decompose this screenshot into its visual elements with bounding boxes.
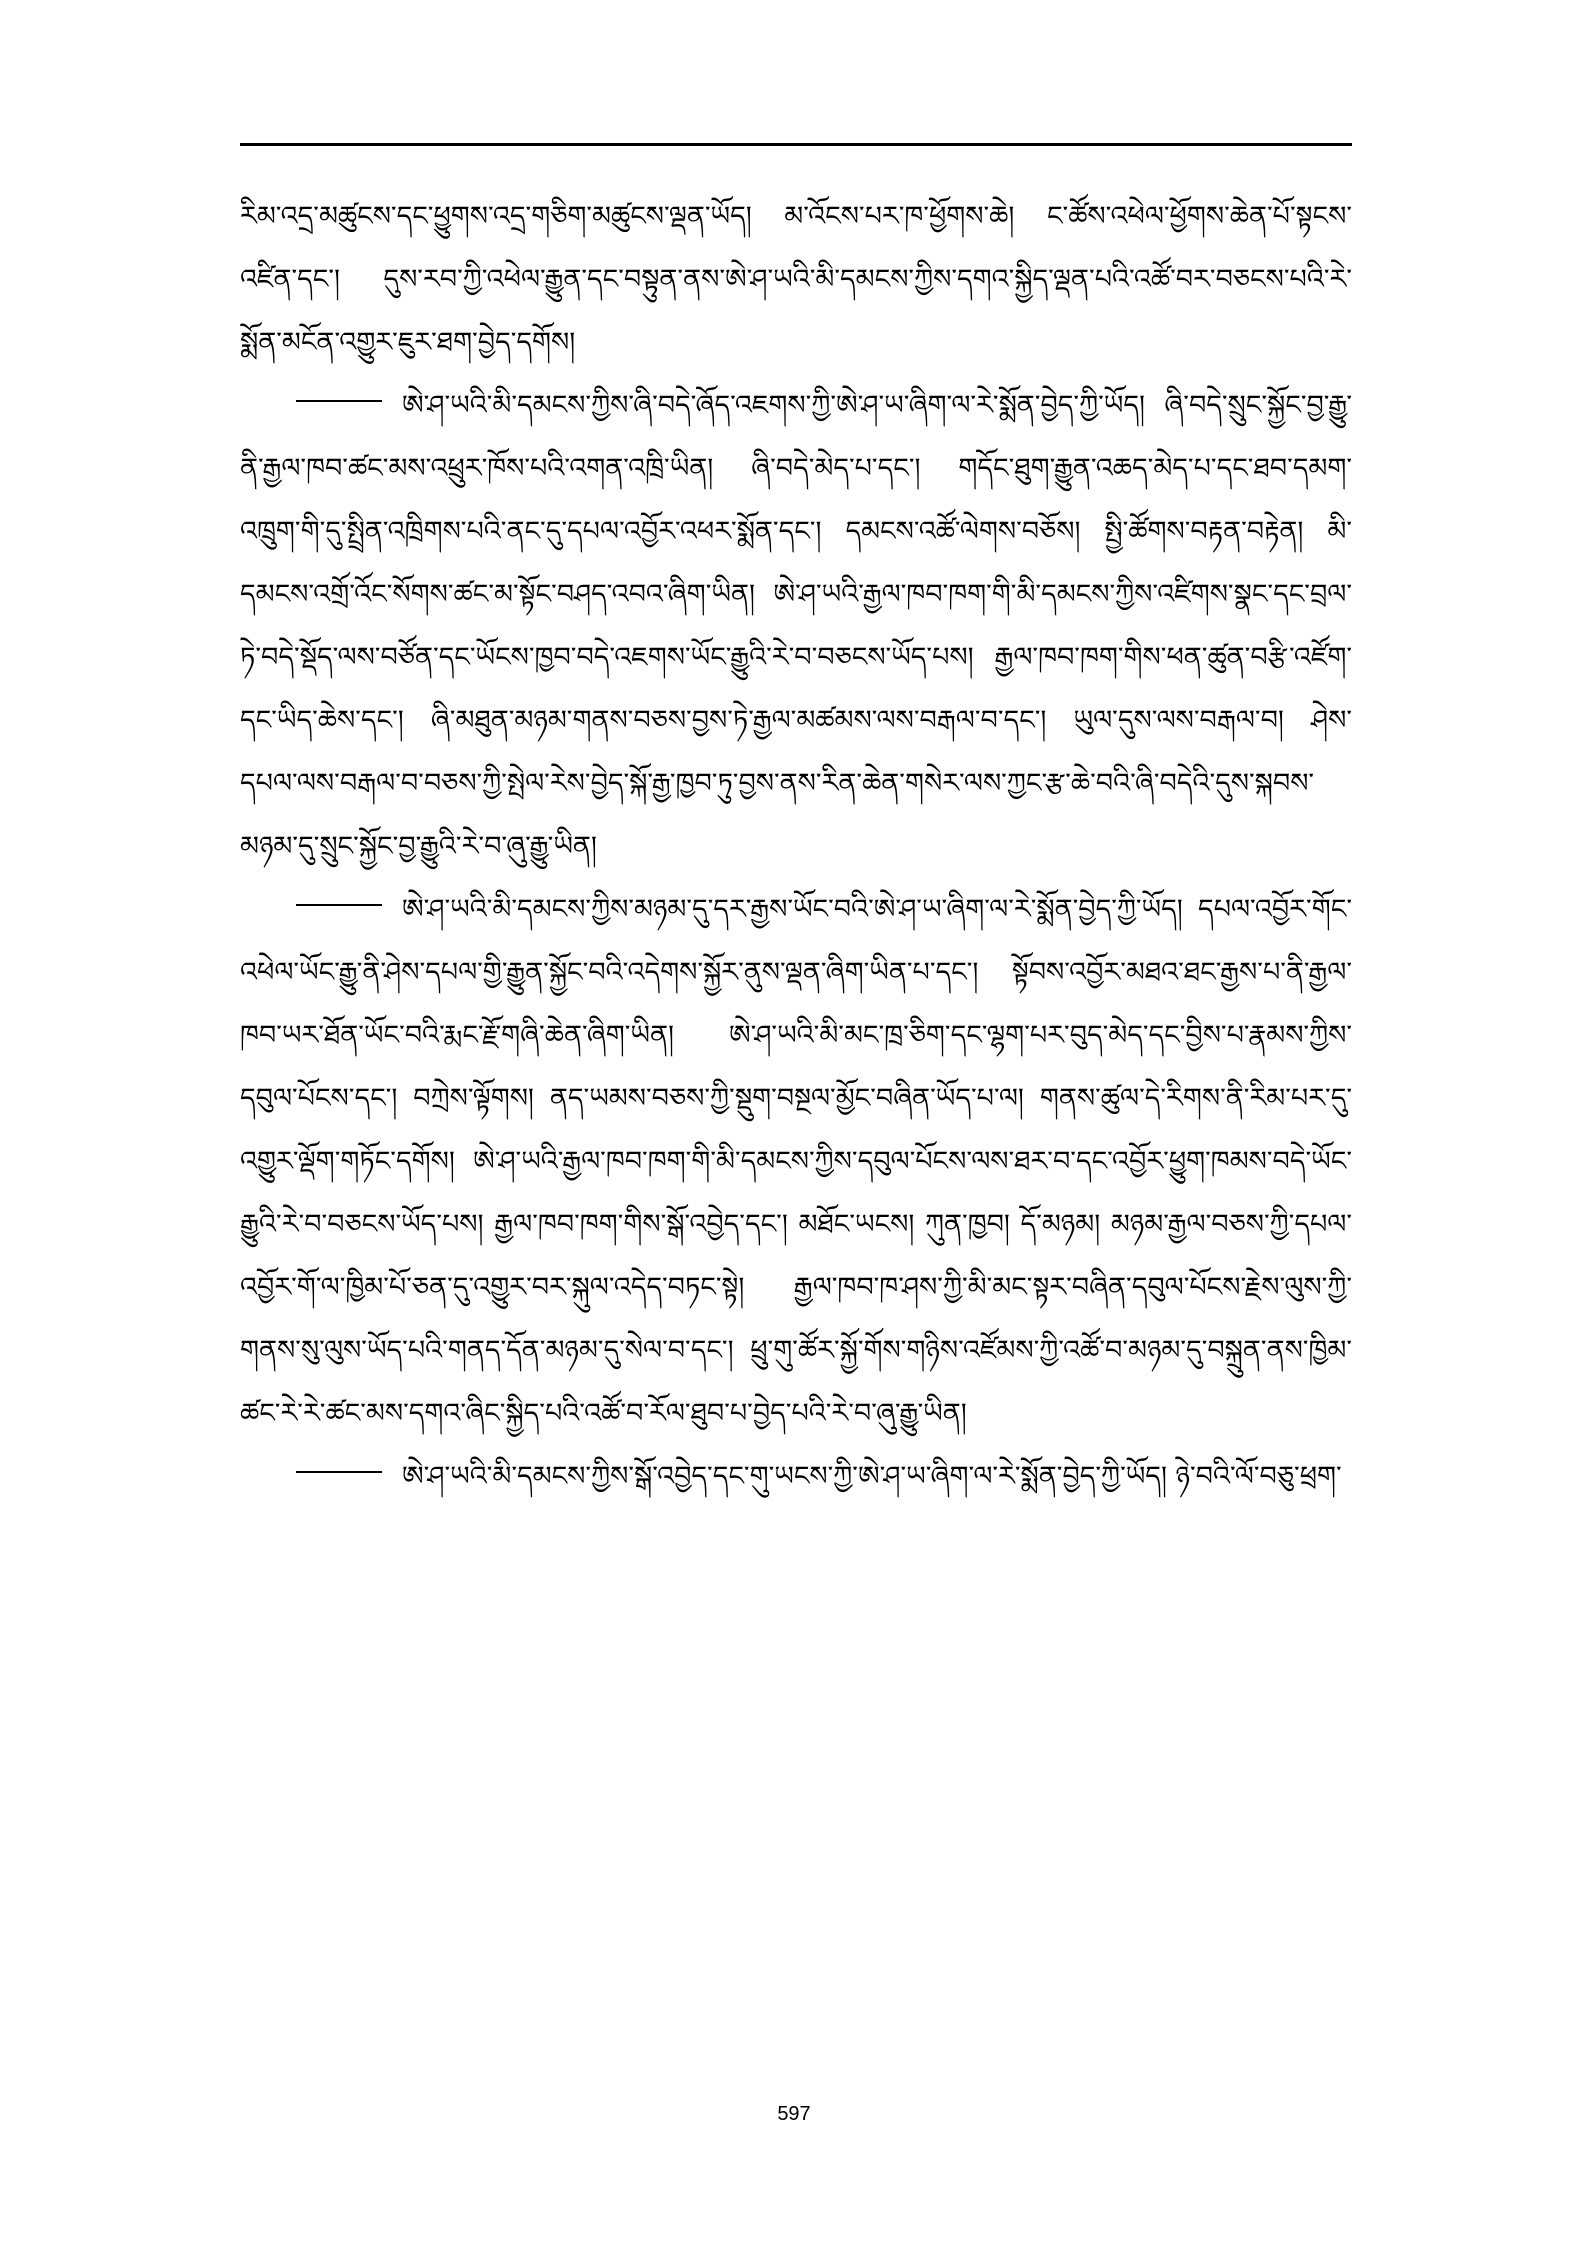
page-number: 597	[777, 2103, 811, 2125]
header-rule	[240, 143, 1352, 146]
paragraph-3	[240, 878, 1352, 1445]
paragraph-3-text: ཨེ་ཤ་ཡའི་མི་དམངས་ཀྱིས་མཉམ་དུ་དར་རྒྱས་ཡོང་བའི་ཨེ་ཤ་ཡ་ཞིག་ལ་རེ་སྨོན་བྱེད་ཀྱི་ཡོད། དཔལ་འབྱོར་གོང་འཕེལ་ཡོང་རྒྱུ་ནི་ཤེས་དཔལ་གྱི་རྒྱུན་སྐྱོང་བའི་འདེགས་སྐྱོར་ནུས་ལྡན་ཞིག་ཡིན་པ་དང་། སྟོབས་འབྱོར་མཐའ་ཐང་རྒྱས་པ་ནི་རྒྱལ་ཁབ་ཡར་ཐོན་ཡོང་བའི་རྨང་རྗོ་གཞི་ཆེན་ཞིག་ཡིན། ཨེ་ཤ་ཡའི་མི་མང་ཁྲ་ཅིག་དང་ལྷག་པར་བུད་མེད་དང་བྱིས་པ་རྣམས་ཀྱིས་དབུལ་པོངས་དང་། བཀྲེས་ལྟོགས། ནད་ཡམས་བཅས་ཀྱི་སྡུག་བསྔལ་མྱོང་བཞིན་ཡོད་པ་ལ། གནས་ཚུལ་དེ་རིགས་ནི་རིམ་པར་དུ་འགྱུར་ལྡོག་གཏོང་དགོས། ཨེ་ཤ་ཡའི་རྒྱལ་ཁབ་ཁག་གི་མི་དམངས་ཀྱིས་དབུལ་པོངས་ལས་ཐར་བ་དང་འབྱོར་ཕྱུག་ཁམས་བདེ་ཡོང་རྒྱུའི་རེ་བ་བཅངས་ཡོད་པས། རྒྱལ་ཁབ་ཁག་གིས་སྒོ་འབྱེད་དང་། མཐོང་ཡངས། ཀུན་ཁྱབ། དོ་མཉམ། མཉམ་རྒྱལ་བཅས་ཀྱི་དཔལ་འབྱོར་གོ་ལ་ཁྱིམ་པོ་ཅན་དུ་འགྱུར་བར་སྐུལ་འདེད་བཏང་སྟེ། རྒྱལ་ཁབ་ཁ་ཤས་ཀྱི་མི་མང་སྟར་བཞིན་དབུལ་པོངས་རྗེས་ལུས་ཀྱི་གནས་སུ་ལུས་ཡོད་པའི་གནད་དོན་མཉམ་དུ་སེལ་བ་དང་། ཕྲུ་གུ་ཚོར་སྐྱོ་གོས་གཉིས་འཛོམས་ཀྱི་འཚོ་བ་མཉམ་དུ་བསྐྲུན་ནས་ཁྱིམ་ཚང་རེ་རེ་ཚང་མས་དགའ་ཞིང་སྐྱིད་པའི་འཚོ་བ་རོལ་ཐུབ་པ་བྱེད་པའི་རེ་བ་ཞུ་རྒྱུ་ཡིན།	[240, 894, 1352, 1429]
paragraph-2	[240, 374, 1352, 878]
paragraph-2-text: ཨེ་ཤ་ཡའི་མི་དམངས་ཀྱིས་ཞི་བདེ་ཞོད་འཇགས་ཀྱི་ཨེ་ཤ་ཡ་ཞིག་ལ་རེ་སྨོན་བྱེད་ཀྱི་ཡོད། ཞི་བདེ་སྲུང་སྐྱོང་བྱ་རྒྱུ་ནི་རྒྱལ་ཁབ་ཚང་མས་འཕྲུར་ཁོས་པའི་འགན་འཁྲི་ཡིན། ཞི་བདེ་མེད་པ་དང་། གདོང་ཐུག་རྒྱུན་འཆད་མེད་པ་དང་ཐབ་དམག་འཁྲུག་གི་དུ་སྤྲིན་འཁྲིགས་པའི་ནང་དུ་དཔལ་འབྱོར་འཕར་སྨོན་དང་། དམངས་འཚོ་ལེགས་བཅོས། སྤྱི་ཚོགས་བརྟན་བརྟེན། མི་དམངས་འགྲོ་འོང་སོགས་ཚང་མ་སྟོང་བཤད་འབའ་ཞིག་ཡིན། ཨེ་ཤ་ཡའི་རྒྱལ་ཁབ་ཁག་གི་མི་དམངས་ཀྱིས་འཛིགས་སྣང་དང་བྲལ་ཏེ་བདེ་སྡོད་ལས་བཙོན་དང་ཡོངས་ཁྱབ་བདེ་འཇགས་ཡོང་རྒྱུའི་རེ་བ་བཅངས་ཡོད་པས། རྒྱལ་ཁབ་ཁག་གིས་ཕན་ཚུན་བརྩི་འཛོག་དང་ཡིད་ཆེས་དང་། ཞི་མཐུན་མཉམ་གནས་བཅས་བྱས་ཏེ་རྒྱལ་མཚམས་ལས་བརྒལ་བ་དང་། ཡུལ་དུས་ལས་བརྒལ་བ། ཤེས་དཔལ་ལས་བརྒལ་བ་བཅས་ཀྱི་སྤེལ་རེས་བྱེད་སྐོ་རྒྱ་ཁྱབ་ཏུ་བྱས་ནས་རིན་ཆེན་གསེར་ལས་ཀྱང་རྩ་ཆེ་བའི་ཞི་བདེའི་དུས་སྐབས་མཉམ་དུ་སྲུང་སྐྱོང་བྱ་རྒྱུའི་རེ་བ་ཞུ་རྒྱུ་ཡིན།	[240, 390, 1352, 862]
paragraph-1: རིམ་འདྲ་མཚུངས་དང་ཕྱུགས་འདྲ་གཅིག་མཚུངས་ལྡན་ཡོད། མ་འོངས་པར་ཁ་ཕྱོགས་ཆེ། ང་ཚོས་འཕེལ་ཕྱོགས་ཆེན་པོ་སྟངས་འཛིན་དང་། དུས་རབ་ཀྱི་འཕེལ་རྒྱུན་དང་བསྟུན་ནས་ཨེ་ཤ་ཡའི་མི་དམངས་ཀྱིས་དགའ་སྐྱིད་ལྡན་པའི་འཚོ་བར་བཅངས་པའི་རེ་སྨོན་མངོན་འགྱུར་ཇུར་ཐག་བྱེད་དགོས།	[240, 201, 1352, 358]
em-dash-rule	[296, 400, 382, 402]
paragraph-4-text: ཨེ་ཤ་ཡའི་མི་དམངས་ཀྱིས་སྒོ་འབྱེད་དང་གུ་ཡངས་ཀྱི་ཨེ་ཤ་ཡ་ཞིག་ལ་རེ་སྨོན་བྱེད་ཀྱི་ཡོད། ཉེ་བའི་ལོ་བཅུ་ཕྲག་	[402, 1461, 1342, 1492]
em-dash-rule	[296, 1471, 382, 1473]
paragraph-4	[240, 1445, 1352, 1508]
body-text	[240, 185, 1352, 1508]
em-dash-rule	[296, 904, 382, 906]
